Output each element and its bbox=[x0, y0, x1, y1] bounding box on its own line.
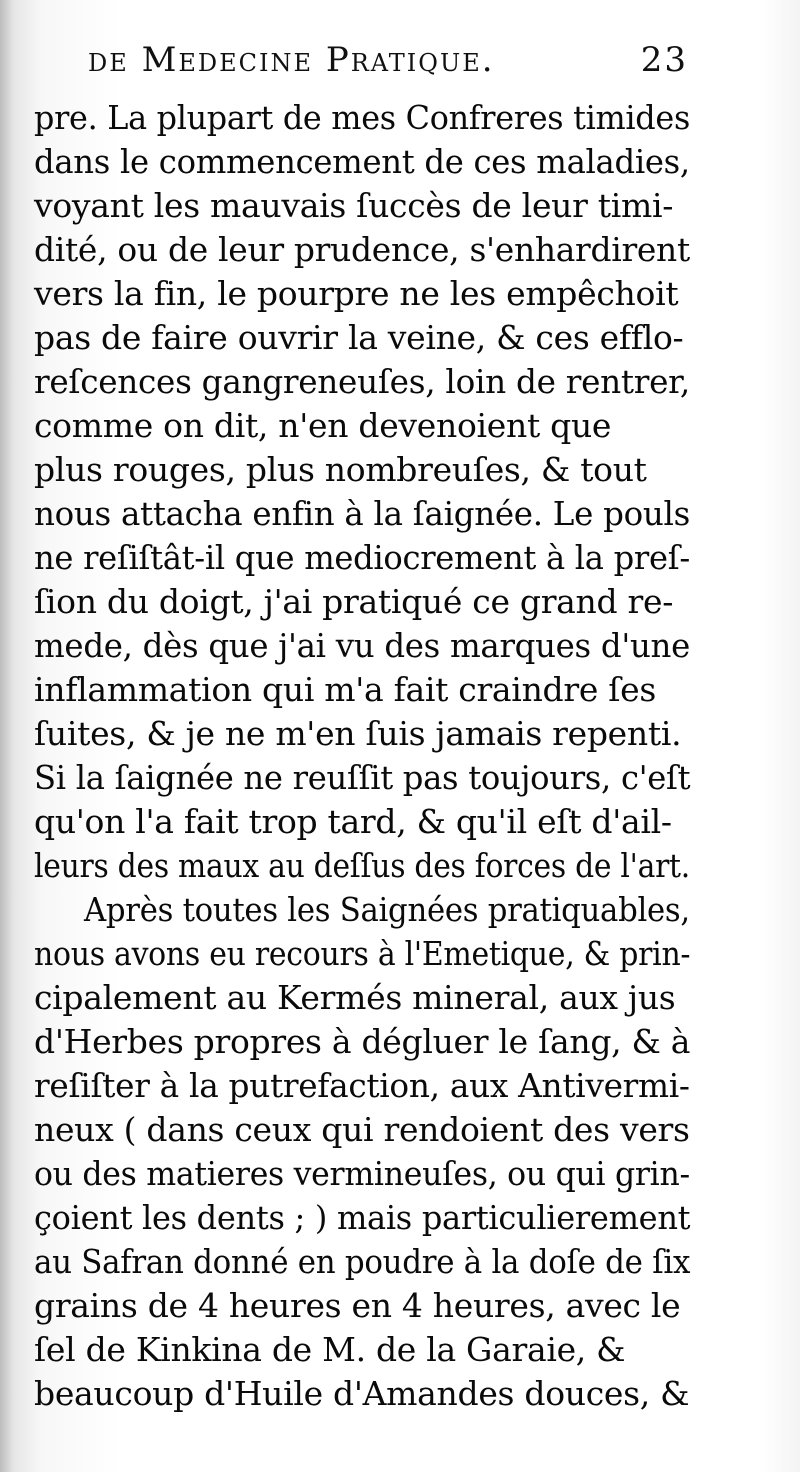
text-line: leurs des maux au deſſus des forces de l'art. bbox=[34, 846, 690, 885]
text-line: ſuites, & je ne m'en ſuis jamais repenti. bbox=[34, 714, 682, 753]
text-line: dans le commencement de ces maladies, bbox=[34, 142, 690, 181]
text-line: ne reſiſtât-il que mediocrement à la preſ- bbox=[34, 538, 690, 577]
text-line: ſion du doigt, j'ai pratiqué ce grand re- bbox=[34, 582, 674, 621]
text-line: comme on dit, n'en devenoient que bbox=[34, 406, 612, 445]
text-line: plus rouges, plus nombreuſes, & tout bbox=[34, 450, 647, 489]
text-line: reſcences gangreneuſes, loin de rentrer, bbox=[34, 362, 691, 401]
running-header bbox=[88, 40, 688, 90]
text-line: Après toutes les Saignées pratiquables, bbox=[84, 890, 690, 929]
text-line: çoient les dents ; ) mais particulierement bbox=[34, 1198, 691, 1237]
text-line: nous avons eu recours à l'Emetique, & prin- bbox=[34, 934, 691, 973]
text-line: cipalement au Kermés mineral, aux jus bbox=[34, 978, 676, 1017]
text-line: qu'on l'a fait trop tard, & qu'il eſt d'ail- bbox=[34, 802, 672, 841]
text-line: au Safran donné en poudre à la doſe de ſix bbox=[34, 1242, 691, 1281]
text-line: vers la fin, le pourpre ne les empêchoit bbox=[34, 274, 679, 313]
text-line: ou des matieres vermineuſes, ou qui grin- bbox=[34, 1154, 690, 1193]
text-line: pas de faire ouvrir la veine, & ces efflo- bbox=[34, 318, 684, 357]
text-line: neux ( dans ceux qui rendoient des vers bbox=[34, 1110, 690, 1149]
text-line: dité, ou de leur prudence, s'enhardirent bbox=[34, 230, 690, 269]
text-line: voyant les mauvais ſuccès de leur timi- bbox=[34, 186, 674, 225]
text-line: Si la ſaignée ne reuſſit pas toujours, c'eſt bbox=[34, 758, 691, 797]
text-line: inflammation qui m'a fait craindre ſes bbox=[34, 670, 657, 709]
text-line: grains de 4 heures en 4 heures, avec le bbox=[34, 1286, 681, 1325]
text-line: d'Herbes propres à dégluer le ſang, & à bbox=[34, 1022, 691, 1061]
text-line: ſel de Kinkina de M. de la Garaie, & bbox=[34, 1330, 626, 1369]
text-line: reſiſter à la putrefaction, aux Antivermi- bbox=[34, 1066, 690, 1105]
text-line: mede, dès que j'ai vu des marques d'une bbox=[34, 626, 691, 665]
running-title: de Medecine Pratique. bbox=[88, 40, 495, 80]
text-line: beaucoup d'Huile d'Amandes douces, & bbox=[34, 1374, 690, 1413]
text-line: pre. La plupart de mes Confreres timides bbox=[34, 98, 691, 137]
text-line: nous attacha enfin à la ſaignée. Le pouls bbox=[34, 494, 690, 533]
page-number: 23 bbox=[640, 40, 688, 80]
